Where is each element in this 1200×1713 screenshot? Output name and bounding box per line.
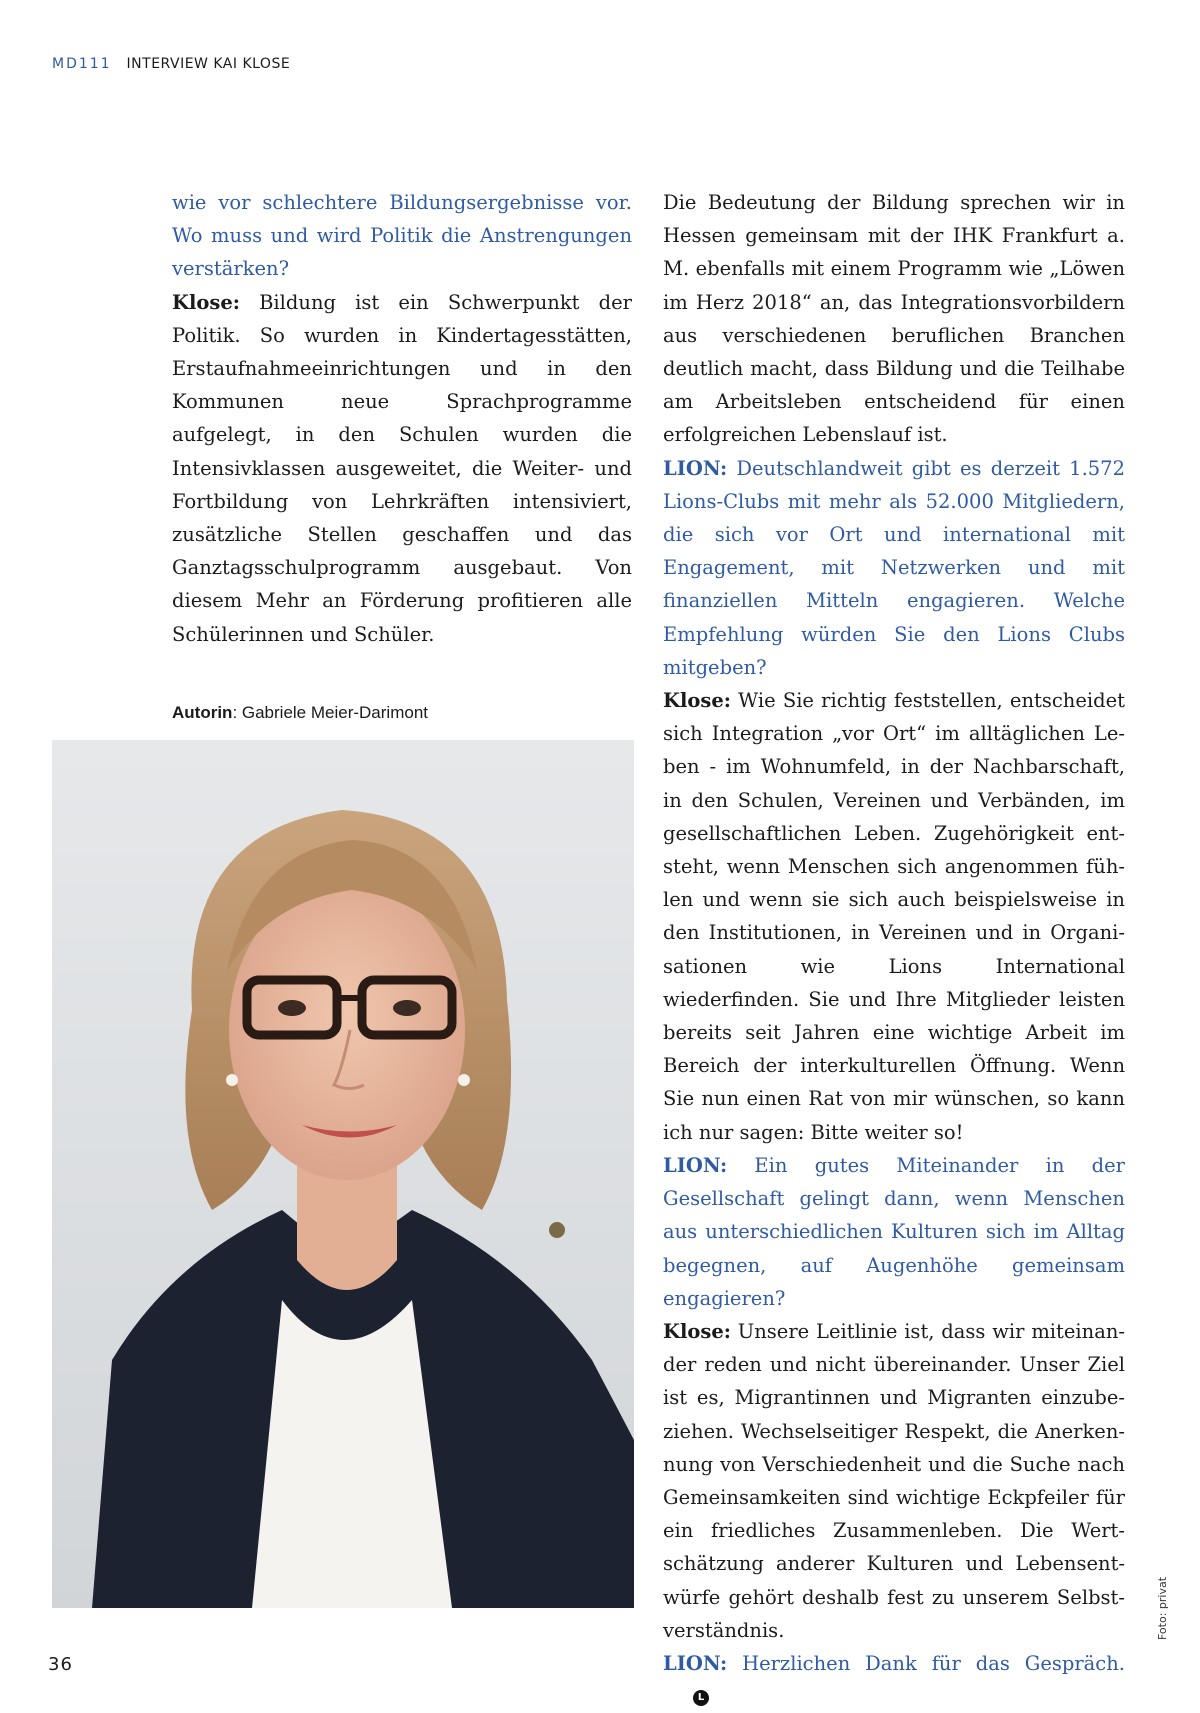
lion-end-icon: L — [693, 1690, 709, 1706]
answer-text: Unsere Leitlinie ist, dass wir miteinander reden und nicht übereinander. Unser Ziel ist es, Migrantinnen und Migranten einzubeziehen. Wechselseitiger Respekt, die Anerkennung von Verschiedenheit und die Suche nach Gemeinsamkeiten sind wichtige Eckpfeiler für ein friedliches Zusammenleben. Die Wertschätzung anderer Kulturen und Lebensentwürfe gehört deshalb fest zu unserem Selbstverständnis. — [663, 1319, 1125, 1642]
author-label: Autorin — [172, 703, 233, 722]
question-text: Ein gutes Miteinander in der Gesellschaft gelingt dann, wenn Menschen aus unterschiedlichen Kulturen sich im Alltag begegnen, auf Augenhöhe gemeinsam engagieren? — [663, 1153, 1125, 1310]
portrait-illustration — [52, 740, 634, 1608]
question-continuation: wie vor schlechtere Bildungsergebnisse vor. Wo muss und wird Politik die Anstrengungen verstärken? — [172, 191, 632, 281]
answer-paragraph — [663, 684, 1125, 1149]
speaker-label: Klose: — [663, 1319, 731, 1343]
author-name: : Gabriele Meier-Darimont — [232, 703, 428, 722]
speaker-label: Klose: — [172, 290, 240, 314]
question-paragraph — [663, 452, 1125, 684]
speaker-label: LION: — [663, 456, 728, 480]
answer-paragraph — [172, 286, 632, 651]
question-text: Deutschlandweit gibt es derzeit 1.572 Lions-Clubs mit mehr als 52.000 Mitgliedern, die sich vor Ort und international mit Engagement, mit Netzwerken und mit finanziellen Mitteln engagieren. Welche Empfehlung würden Sie den Lions Clubs mitgeben? — [663, 456, 1125, 679]
running-header — [52, 56, 290, 72]
closing-question — [663, 1647, 1125, 1713]
speaker-label: Klose: — [663, 689, 731, 713]
answer-text: Bildung ist ein Schwerpunkt der Politik. So wurden in Kindertagesstätten, Erstaufnahmeeinrichtungen und in den Kommunen neue Sprachprogramme aufgelegt, in den Schulen wurden die Intensivklassen ausgeweitet, die Weiter- und Fortbildung von Lehrkräften intensiviert, zusätzliche Stellen geschaffen und das Ganztagsschulprogramm ausgebaut. Von diesem Mehr an Förderung profitieren alle Schülerinnen und Schüler. — [172, 290, 632, 646]
magazine-code: MD111 — [52, 56, 112, 72]
left-column — [172, 186, 632, 651]
photo-credit: Foto: privat — [1156, 1576, 1169, 1640]
answer-continuation: Die Bedeutung der Bildung sprechen wir in Hessen gemeinsam mit der IHK Frankfurt a. M. ebenfalls mit einem Programm wie „Löwen im Herz 2018“ an, das Integrationsvorbildern aus verschiedenen beruflichen Branchen deutlich macht, dass Bildung und die Teilhabe am Arbeitsleben entscheidend für einen erfolgreichen Lebenslauf ist. — [663, 191, 1125, 447]
section-title: INTERVIEW KAI KLOSE — [126, 56, 291, 72]
speaker-label: LION: — [663, 1153, 728, 1177]
answer-text: Wie Sie richtig feststellen, entscheidet sich Integration „vor Ort“ im alltäglichen Leben - im Wohnumfeld, in der Nachbarschaft, in den Schulen, Vereinen und Verbänden, im gesellschaftlichen Leben. Zugehörigkeit entsteht, wenn Menschen sich angenommen fühlen und wenn sie sich auch beispielsweise in den Institutionen, in Vereinen und in Organisationen wie Lions International wiederfinden. Sie und Ihre Mitglieder leisten bereits seit Jahren eine wichtige Arbeit im Bereich der interkulturellen Öffnung. Wenn Sie nun einen Rat von mir wünschen, so kann ich nur sagen: Bitte weiter so! — [663, 689, 1125, 1144]
author-credit — [172, 703, 428, 723]
right-column — [663, 186, 1125, 1713]
speaker-label: LION: — [663, 1651, 728, 1675]
portrait-photo — [52, 740, 634, 1608]
question-paragraph — [663, 1149, 1125, 1315]
page-number: 36 — [48, 1654, 73, 1675]
question-text: Herzlichen Dank für das Gespräch. — [727, 1651, 1125, 1675]
answer-paragraph — [663, 1315, 1125, 1647]
